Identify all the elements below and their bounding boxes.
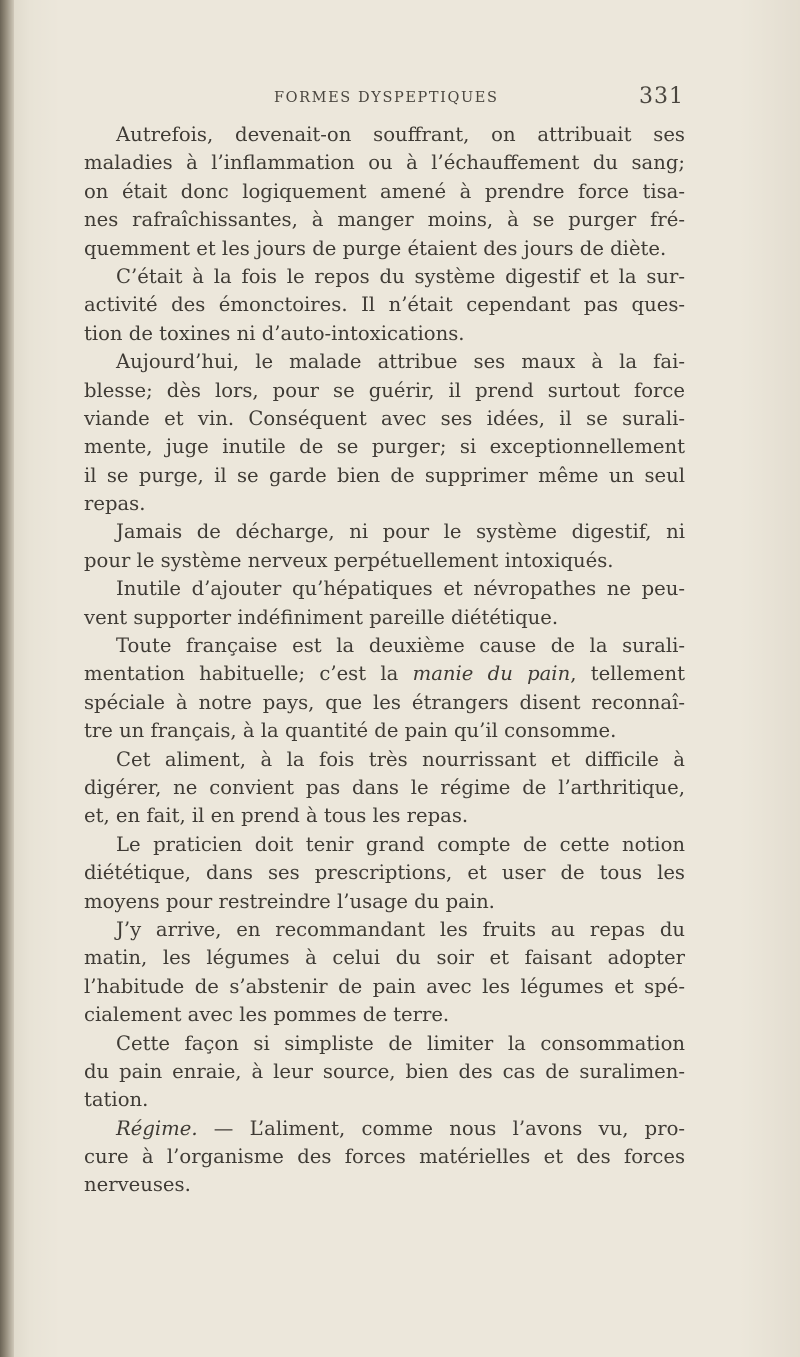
text-line: cialement avec les pommes de terre. [84,1003,450,1027]
text-line: pour le système nerveux perpétuellement intoxiqués. [84,548,614,572]
text-line: maladies à l’inflammation ou à l’échauffement du sang; [84,151,685,175]
body-text [84,121,685,1200]
text-line: Aujourd’hui, le malade attribue ses maux à la fai- [116,350,685,374]
text-line: repas. [84,492,146,516]
text-line: J’y arrive, en recommandant les fruits au repas du [116,917,685,941]
text-line: blesse; dès lors, pour se guérir, il prend surtout force [84,378,685,402]
text-line: Cette façon si simpliste de limiter la consommation [116,1031,685,1055]
text-run: — L’aliment, comme nous l’avons vu, pro- [213,1116,685,1140]
text-line: on était donc logiquement amené à prendre force tisa- [84,179,685,203]
text-line: l’habitude de s’abstenir de pain avec les légumes et spé- [84,974,685,998]
text-line: Inutile d’ajouter qu’hépatiques et névropathes ne peu- [116,577,685,601]
text-line: Autrefois, devenait-on souffrant, on attribuait ses [116,123,685,146]
text-run: , tellement [570,662,685,686]
text-line: quemment et les jours de purge étaient des jours de diète. [84,236,667,260]
text-line: C’était à la fois le repos du système digestif et la sur- [116,264,685,288]
text-line: digérer, ne convient pas dans le régime de l’arthritique, [84,775,685,799]
running-head: FORMES DYSPEPTIQUES [274,90,499,106]
text-line: Le praticien doit tenir grand compte de cette notion [116,832,685,856]
section-heading: Régime. [116,1116,198,1140]
text-line: moyens pour restreindre l’usage du pain. [84,889,495,913]
text-line: tation. [84,1088,149,1112]
text-line: matin, les légumes à celui du soir et faisant adopter [84,946,685,970]
text-line: mente, juge inutile de se purger; si exceptionnellement [84,435,685,459]
text-line: diététique, dans ses prescriptions, et user de tous les [84,861,685,885]
text-line: Toute française est la deuxième cause de la surali- [116,634,685,658]
text-line [84,660,685,688]
text-line: activité des émonctoires. Il n’était cependant pas ques- [84,293,685,317]
text-run: mentation habituelle; c’est la [84,662,399,686]
text-line: Cet aliment, à la fois très nourrissant et difficile à [116,747,685,771]
emphasis-text: manie du pain [412,662,571,686]
text-line: spéciale à notre pays, que les étrangers disent reconnaî- [84,690,685,714]
text-line: nerveuses. [84,1173,191,1197]
text-line: tion de toxines ni d’auto-intoxications. [84,321,465,345]
page-number: 331 [639,84,684,109]
text-line: viande et vin. Conséquent avec ses idées, il se surali- [84,406,685,430]
text-line: cure à l’organisme des forces matérielles et des forces [84,1145,685,1169]
text-line: Jamais de décharge, ni pour le système digestif, ni [116,520,685,544]
page-header [84,84,684,114]
text-line: du pain enraie, à leur source, bien des cas de suralimen- [84,1059,685,1083]
page-gutter-shadow [0,0,14,1357]
text-line: nes rafraîchissantes, à manger moins, à se purger fré- [84,208,685,232]
text-line: et, en fait, il en prend à tous les repas. [84,804,469,828]
text-line: tre un français, à la quantité de pain qu’il consomme. [84,719,617,743]
text-line: vent supporter indéfiniment pareille diététique. [84,605,559,629]
text-line [84,1115,685,1143]
text-line: il se purge, il se garde bien de supprimer même un seul [84,463,685,487]
